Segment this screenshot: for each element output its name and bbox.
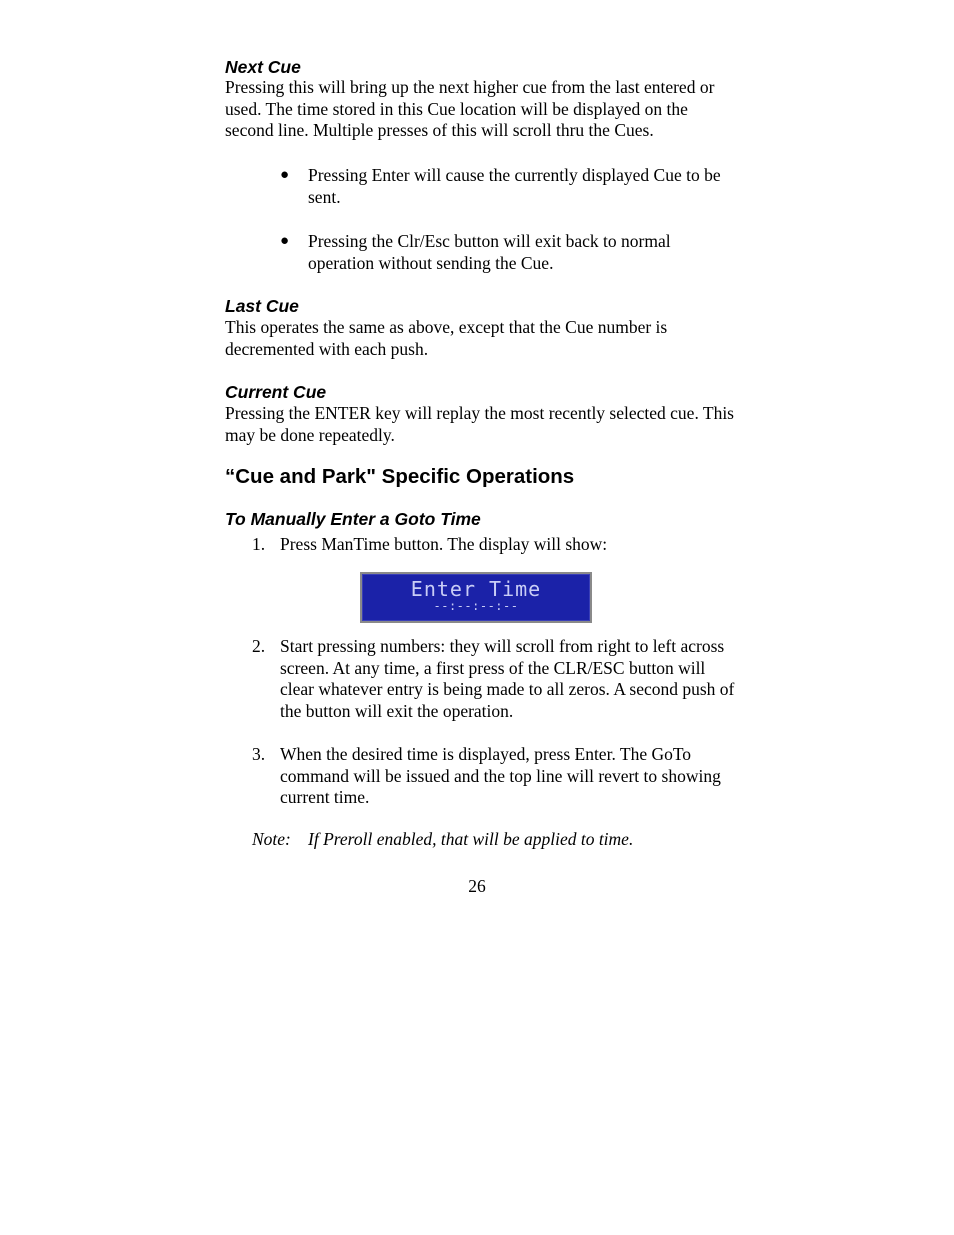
note-label: Note: <box>252 829 291 849</box>
cue-and-park-heading: “Cue and Park" Specific Operations <box>225 465 575 488</box>
current-cue-body: Pressing the ENTER key will replay the most recently selected cue. This may be done repeatedly. <box>225 403 734 445</box>
bullet-text: Pressing Enter will cause the currently displayed Cue to be sent. <box>308 165 721 207</box>
note-text: If Preroll enabled, that will be applied to time. <box>308 829 634 849</box>
next-cue-heading: Next Cue <box>225 57 301 77</box>
step-number: 2. <box>252 636 266 656</box>
bullet-text: Pressing the Clr/Esc button will exit back to normal operation without sending the Cue. <box>308 231 671 273</box>
next-cue-body: Pressing this will bring up the next higher cue from the last entered or used. The time stored in this Cue location will be displayed on the second line. Multiple presses of this will scroll thru the Cues. <box>225 77 715 140</box>
step-text: Press ManTime button. The display will show: <box>280 534 608 554</box>
bullet-icon: ● <box>280 167 290 183</box>
step-number: 3. <box>252 744 266 764</box>
lcd-line-2: --:--:--:-- <box>433 599 519 613</box>
current-cue-heading: Current Cue <box>225 382 327 402</box>
lcd-display <box>360 572 592 623</box>
lcd-line-1: Enter Time <box>410 577 542 601</box>
manual-goto-heading: To Manually Enter a Goto Time <box>225 509 481 529</box>
last-cue-heading: Last Cue <box>225 296 299 316</box>
page-number: 26 <box>468 876 486 896</box>
last-cue-body: This operates the same as above, except that the Cue number is decremented with each push. <box>225 317 668 359</box>
step-number: 1. <box>252 534 266 554</box>
lcd-screen <box>362 574 590 621</box>
step-text: Start pressing numbers: they will scroll from right to left across screen. At any time, a first press of the CLR/ESC button will clear whatever entry is being made to all zeros. A second push of the button will exit the operation. <box>280 636 735 721</box>
bullet-icon: ● <box>280 233 290 249</box>
step-text: When the desired time is displayed, press Enter. The GoTo command will be issued and the top line will revert to showing current time. <box>280 744 721 807</box>
